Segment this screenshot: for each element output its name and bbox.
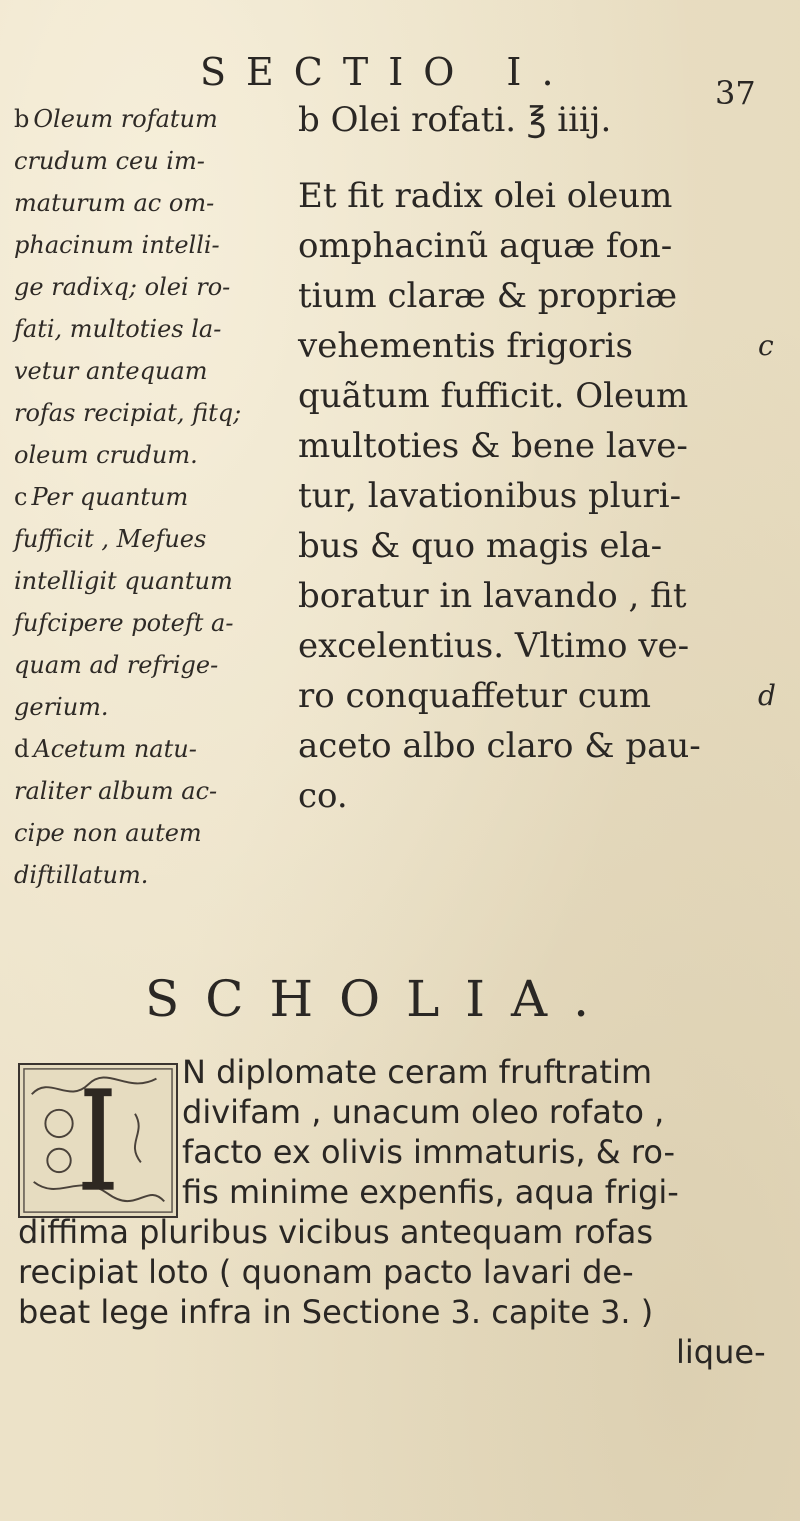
main-text-line <box>298 671 798 721</box>
main-text-content: tur, lavationibus pluri- <box>298 476 682 516</box>
note-text: crudum ceu im- <box>14 147 205 175</box>
marginal-note-line <box>14 392 289 434</box>
marginal-note-line <box>14 266 289 308</box>
main-text-line <box>298 721 798 771</box>
note-text: raliter album ac- <box>14 777 218 805</box>
main-text-content: excelentius. Vltimo ve- <box>298 626 690 666</box>
marginal-note-line <box>14 812 289 854</box>
main-text-line <box>298 471 798 521</box>
note-text: Per quantum <box>31 483 189 511</box>
marginal-note-line <box>14 476 289 518</box>
note-marker: d <box>14 735 30 763</box>
main-text-line: b Olei rofati. ℥ iiij. <box>298 100 612 140</box>
scholia-heading: SCHOLIA. <box>145 970 616 1028</box>
note-text: intelligit quantum <box>14 567 233 595</box>
main-text-content: Et fit radix olei oleum <box>298 176 673 216</box>
marginal-note-line <box>14 434 289 476</box>
marginal-note-line <box>14 140 289 182</box>
main-text-content: omphacinũ aquæ fon- <box>298 226 673 266</box>
note-text: diftillatum. <box>14 861 149 889</box>
line-gap <box>298 145 798 171</box>
note-text: quam ad refrige- <box>14 651 219 679</box>
marginal-note-line <box>14 224 289 266</box>
main-text-content: ro conquaffetur cum <box>298 676 651 716</box>
note-text: gerium. <box>14 693 109 721</box>
marginal-note-line <box>14 98 289 140</box>
note-text: vetur antequam <box>14 357 208 385</box>
main-text-line <box>298 771 798 821</box>
scholia-line: facto ex olivis immaturis, & ro- <box>182 1133 676 1171</box>
main-text-content: quãtum fufficit. Oleum <box>298 376 689 416</box>
note-text: Acetum natu- <box>33 735 197 763</box>
main-text-line <box>298 221 798 271</box>
marginal-note-line <box>14 308 289 350</box>
main-text-content: boratur in lavando , fit <box>298 576 687 616</box>
marginal-note-line <box>14 560 289 602</box>
main-text-content: multoties & bene lave- <box>298 426 688 466</box>
page-number: 37 <box>715 74 756 112</box>
main-text-content: tium claræ & propriæ <box>298 276 678 316</box>
note-text: fati, multoties la- <box>14 315 222 343</box>
main-text-content: vehementis frigoris <box>298 326 633 366</box>
note-text: cipe non autem <box>14 819 202 847</box>
marginal-note-line <box>14 686 289 728</box>
marginal-notes <box>14 98 289 896</box>
marginal-note-line <box>14 602 289 644</box>
marginal-note-line <box>14 518 289 560</box>
scholia-line: lique- <box>676 1333 766 1371</box>
note-text: Oleum rofatum <box>33 105 218 133</box>
main-text-line <box>298 321 798 371</box>
reference-letter: d <box>758 679 776 712</box>
decorated-initial-ornament <box>20 1065 176 1216</box>
note-text: maturum ac om- <box>14 189 215 217</box>
scholia-line: diffima pluribus vicibus antequam rofas <box>18 1213 654 1251</box>
note-marker: c <box>14 483 28 511</box>
main-text-line <box>298 571 798 621</box>
marginal-note-line <box>14 854 289 896</box>
main-text-content: aceto albo claro & pau- <box>298 726 701 766</box>
note-text: oleum crudum. <box>14 441 198 469</box>
main-text-content: co. <box>298 776 348 816</box>
marginal-note-line <box>14 350 289 392</box>
marginal-note-line <box>14 182 289 224</box>
scholia-line: beat lege infra in Sectione 3. capite 3. ) <box>18 1293 654 1331</box>
section-title: SECTIO I. <box>200 50 574 94</box>
main-text-content: bus & quo magis ela- <box>298 526 663 566</box>
note-text: fufcipere poteft a- <box>14 609 234 637</box>
marginal-note-line <box>14 728 289 770</box>
main-text-line <box>298 521 798 571</box>
note-text: rofas recipiat, fitq; <box>14 399 242 427</box>
note-text: ge radixq; olei ro- <box>14 273 231 301</box>
main-text-line <box>298 621 798 671</box>
note-text: fufficit , Mefues <box>14 525 207 553</box>
main-text-column <box>298 95 798 821</box>
scholia-line: recipiat loto ( quonam pacto lavari de- <box>18 1253 634 1291</box>
main-text-line <box>298 171 798 221</box>
main-text-line <box>298 421 798 471</box>
note-text: phacinum intelli- <box>14 231 220 259</box>
decorated-initial <box>18 1063 178 1218</box>
scholia-line: N diplomate ceram fruftratim <box>182 1053 652 1091</box>
scholia-line: fis minime expenfis, aqua frigi- <box>182 1173 679 1211</box>
reference-letter: c <box>758 329 774 362</box>
main-text-line <box>298 371 798 421</box>
note-marker: b <box>14 105 30 133</box>
scholia-line: divifam , unacum oleo rofato , <box>182 1093 665 1131</box>
main-text-line <box>298 271 798 321</box>
marginal-note-line <box>14 644 289 686</box>
marginal-note-line <box>14 770 289 812</box>
